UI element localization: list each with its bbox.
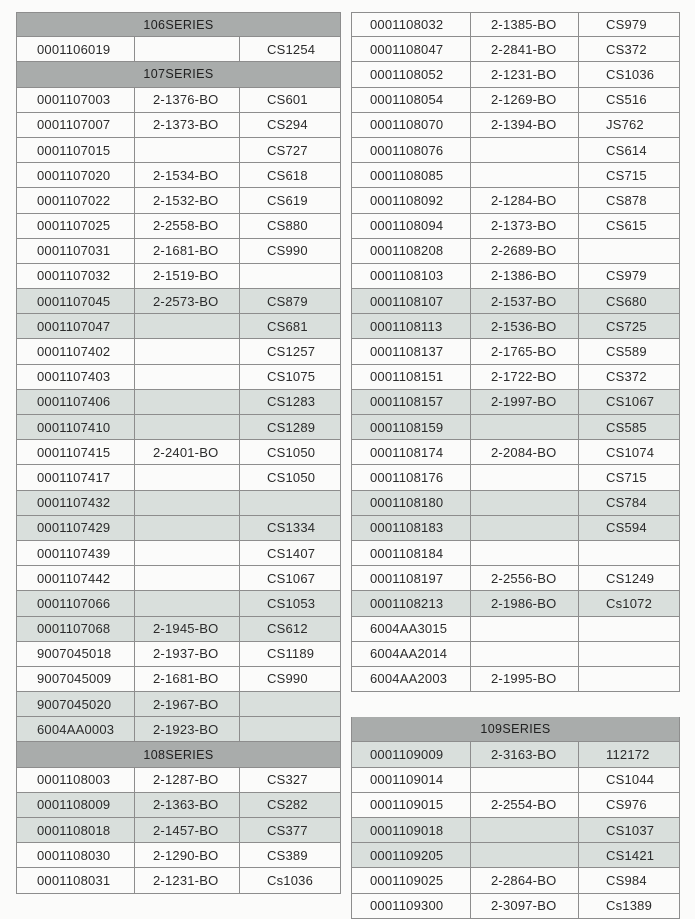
part-number-cell: 0001108180 <box>370 495 444 511</box>
reference-cell <box>470 843 578 867</box>
table-row <box>351 339 680 364</box>
table-row <box>351 415 680 440</box>
cs-code-cell: CS715 <box>578 465 679 489</box>
part-number-cell: 0001107025 <box>37 218 111 234</box>
part-number-cell: 0001108137 <box>370 344 444 360</box>
reference-cell <box>134 491 239 515</box>
reference-cell: 2-2556-BO <box>470 566 578 590</box>
part-number-cell: 0001107003 <box>37 92 111 108</box>
reference-cell <box>134 37 239 61</box>
cs-code-cell: CS585 <box>578 415 679 439</box>
reference-cell <box>134 516 239 540</box>
part-number-cell: 0001107410 <box>37 419 111 435</box>
cs-code-cell <box>578 642 679 666</box>
part-number-cell: 0001108003 <box>37 772 111 788</box>
cs-code-cell: CS1036 <box>578 62 679 86</box>
reference-cell <box>134 390 239 414</box>
cs-code-cell: CS1249 <box>578 566 679 590</box>
table-row <box>16 541 341 566</box>
cs-code-cell <box>239 491 340 515</box>
cs-code-cell: CS614 <box>578 138 679 162</box>
table-row <box>351 541 680 566</box>
reference-cell <box>470 642 578 666</box>
cs-code-cell: CS1421 <box>578 843 679 867</box>
cs-code-cell: CS389 <box>239 843 340 867</box>
table-row <box>16 667 341 692</box>
cs-code-cell: Cs1036 <box>239 868 340 892</box>
table-row <box>351 163 680 188</box>
table-row <box>351 491 680 516</box>
cs-code-cell <box>578 239 679 263</box>
cs-code-cell: CS516 <box>578 88 679 112</box>
reference-cell <box>470 138 578 162</box>
reference-cell <box>470 415 578 439</box>
series-header-label: 109SERIES <box>480 722 551 737</box>
table-row <box>16 717 341 742</box>
reference-cell: 2-1986-BO <box>470 591 578 615</box>
cs-code-cell: CS878 <box>578 188 679 212</box>
series-header <box>16 62 341 87</box>
part-number-cell: 0001108085 <box>370 167 444 183</box>
part-number-cell: 0001108047 <box>370 41 444 57</box>
part-number-cell: 0001108018 <box>37 822 111 838</box>
table-row <box>351 214 680 239</box>
reference-cell <box>470 818 578 842</box>
table-row <box>16 868 341 893</box>
table-row <box>351 793 680 818</box>
part-number-cell: 6004AA2014 <box>370 646 448 662</box>
cs-code-cell <box>239 692 340 716</box>
table-row <box>16 566 341 591</box>
part-number-cell: 0001108031 <box>37 872 111 888</box>
cs-code-cell: CS1289 <box>239 415 340 439</box>
part-number-cell: 0001107032 <box>37 268 111 284</box>
cs-code-cell: CS327 <box>239 768 340 792</box>
part-number-cell: 9007045009 <box>37 671 112 687</box>
cs-code-cell: CS1037 <box>578 818 679 842</box>
cs-code-cell: CS594 <box>578 516 679 540</box>
table-row <box>351 465 680 490</box>
reference-cell <box>134 314 239 338</box>
part-number-cell: 0001107007 <box>37 117 111 133</box>
reference-cell: 2-1287-BO <box>134 768 239 792</box>
cs-code-cell: JS762 <box>578 113 679 137</box>
cs-code-cell: CS1067 <box>578 390 679 414</box>
cs-code-cell: CS612 <box>239 617 340 641</box>
reference-cell: 2-1537-BO <box>470 289 578 313</box>
cs-code-cell: CS1053 <box>239 591 340 615</box>
reference-cell: 2-2689-BO <box>470 239 578 263</box>
reference-cell: 2-2841-BO <box>470 37 578 61</box>
reference-cell: 2-1376-BO <box>134 88 239 112</box>
part-number-cell: 0001108113 <box>370 318 443 334</box>
part-number-cell: 0001107020 <box>37 167 111 183</box>
part-number-cell: 0001107403 <box>37 369 111 385</box>
reference-cell: 2-1394-BO <box>470 113 578 137</box>
cs-code-cell: CS990 <box>239 239 340 263</box>
part-number-cell: 0001108107 <box>370 293 444 309</box>
reference-cell <box>134 415 239 439</box>
cs-code-cell: CS715 <box>578 163 679 187</box>
reference-cell <box>134 591 239 615</box>
reference-cell <box>134 365 239 389</box>
part-number-cell: 0001108159 <box>370 419 444 435</box>
reference-cell: 2-1231-BO <box>470 62 578 86</box>
table-row <box>16 138 341 163</box>
table-row <box>351 868 680 893</box>
reference-cell <box>470 465 578 489</box>
cs-code-cell: CS727 <box>239 138 340 162</box>
series-header <box>16 742 341 767</box>
part-number-cell: 0001108030 <box>37 847 111 863</box>
reference-cell <box>470 768 578 792</box>
part-number-cell: 0001107068 <box>37 621 111 637</box>
table-row <box>351 62 680 87</box>
reference-cell <box>134 465 239 489</box>
part-number-cell: 6004AA2003 <box>370 671 448 687</box>
table-row <box>16 339 341 364</box>
reference-cell: 2-1269-BO <box>470 88 578 112</box>
series-header-label: 108SERIES <box>143 747 214 762</box>
part-number-cell: 0001108151 <box>370 369 444 385</box>
part-number-cell: 0001109205 <box>370 847 444 863</box>
reference-cell: 2-2554-BO <box>470 793 578 817</box>
table-row <box>16 591 341 616</box>
part-number-cell: 0001107415 <box>37 444 111 460</box>
part-number-cell: 6004AA3015 <box>370 621 448 637</box>
table-row <box>16 843 341 868</box>
table-row <box>16 491 341 516</box>
cs-code-cell: CS979 <box>578 13 679 36</box>
part-number-cell: 0001107031 <box>37 243 111 259</box>
reference-cell: 2-1290-BO <box>134 843 239 867</box>
cs-code-cell: CS619 <box>239 188 340 212</box>
cs-code-cell: CS601 <box>239 88 340 112</box>
table-row <box>16 768 341 793</box>
cs-code-cell: CS377 <box>239 818 340 842</box>
table-row <box>351 591 680 616</box>
cs-code-cell: CS589 <box>578 339 679 363</box>
reference-cell: 2-1534-BO <box>134 163 239 187</box>
reference-cell: 2-1231-BO <box>134 868 239 892</box>
cs-code-cell <box>578 667 679 691</box>
cs-code-cell: CS282 <box>239 793 340 817</box>
table-row <box>351 264 680 289</box>
table-row <box>351 113 680 138</box>
part-number-cell: 0001107432 <box>37 495 111 511</box>
cs-code-cell <box>239 264 340 288</box>
reference-cell: 2-1967-BO <box>134 692 239 716</box>
reference-cell: 2-1536-BO <box>470 314 578 338</box>
part-number-cell: 0001108208 <box>370 243 444 259</box>
cs-code-cell: CS1044 <box>578 768 679 792</box>
cs-code-cell: CS1257 <box>239 339 340 363</box>
part-number-cell: 0001108032 <box>370 17 444 33</box>
table-row <box>16 692 341 717</box>
part-number-cell: 0001109300 <box>370 898 444 914</box>
table-row <box>16 239 341 264</box>
table-row <box>351 617 680 642</box>
table-row <box>351 440 680 465</box>
part-number-cell: 0001108076 <box>370 142 444 158</box>
series-header-label: 107SERIES <box>143 67 214 82</box>
cs-code-cell: CS880 <box>239 214 340 238</box>
part-number-cell: 0001108157 <box>370 394 444 410</box>
part-number-cell: 0001108009 <box>37 797 111 813</box>
part-number-cell: 0001107402 <box>37 344 111 360</box>
table-row <box>351 390 680 415</box>
reference-cell <box>470 163 578 187</box>
table-row <box>351 566 680 591</box>
part-number-cell: 0001108052 <box>370 66 444 82</box>
reference-cell: 2-2573-BO <box>134 289 239 313</box>
cs-code-cell: CS615 <box>578 214 679 238</box>
part-number-cell: 9007045018 <box>37 646 112 662</box>
cs-code-cell: CS1075 <box>239 365 340 389</box>
reference-cell: 2-1681-BO <box>134 667 239 691</box>
table-row <box>16 88 341 113</box>
reference-cell: 2-3163-BO <box>470 742 578 766</box>
part-number-cell: 0001108197 <box>370 570 444 586</box>
cs-code-cell: CS976 <box>578 793 679 817</box>
cs-code-cell: CS681 <box>239 314 340 338</box>
table-row <box>16 617 341 642</box>
table-row <box>16 415 341 440</box>
part-number-cell: 0001107022 <box>37 192 111 208</box>
cs-code-cell: CS879 <box>239 289 340 313</box>
cs-code-cell: CS1407 <box>239 541 340 565</box>
part-number-cell: 0001108092 <box>370 192 444 208</box>
part-number-cell: 0001109009 <box>370 747 444 763</box>
cs-code-cell: CS1074 <box>578 440 679 464</box>
cs-code-cell: CS618 <box>239 163 340 187</box>
table-row <box>16 465 341 490</box>
table-row <box>16 365 341 390</box>
cs-code-cell: CS1189 <box>239 642 340 666</box>
cs-code-cell: CS1254 <box>239 37 340 61</box>
reference-cell: 2-1995-BO <box>470 667 578 691</box>
reference-cell <box>134 138 239 162</box>
table-row <box>351 667 680 692</box>
reference-cell: 2-1923-BO <box>134 717 239 741</box>
cs-code-cell: CS680 <box>578 289 679 313</box>
spacer-row <box>351 692 680 717</box>
reference-cell <box>134 566 239 590</box>
reference-cell: 2-1722-BO <box>470 365 578 389</box>
cs-code-cell: Cs1072 <box>578 591 679 615</box>
part-number-cell: 0001109025 <box>370 872 444 888</box>
part-number-cell: 0001106019 <box>37 41 111 57</box>
table-row <box>351 314 680 339</box>
reference-cell: 2-1385-BO <box>470 13 578 36</box>
reference-cell: 2-1681-BO <box>134 239 239 263</box>
reference-cell: 2-1363-BO <box>134 793 239 817</box>
part-number-cell: 0001108054 <box>370 92 444 108</box>
part-number-cell: 0001108213 <box>370 595 444 611</box>
table-row <box>16 314 341 339</box>
table-row <box>351 88 680 113</box>
table-row <box>16 818 341 843</box>
reference-cell <box>470 516 578 540</box>
reference-cell: 2-1997-BO <box>470 390 578 414</box>
table-row <box>351 642 680 667</box>
reference-cell: 2-1284-BO <box>470 188 578 212</box>
part-number-cell: 0001108183 <box>370 520 444 536</box>
series-header <box>351 717 680 742</box>
left-parts-table <box>16 12 341 894</box>
reference-cell: 2-1457-BO <box>134 818 239 842</box>
cs-code-cell: Cs1389 <box>578 894 679 918</box>
cs-code-cell: CS1067 <box>239 566 340 590</box>
series-header-label: 106SERIES <box>143 17 214 32</box>
right-parts-table <box>351 12 680 919</box>
reference-cell: 2-1386-BO <box>470 264 578 288</box>
table-row <box>351 365 680 390</box>
table-row <box>16 390 341 415</box>
reference-cell: 2-1765-BO <box>470 339 578 363</box>
part-number-cell: 0001107047 <box>37 318 111 334</box>
part-number-cell: 0001108103 <box>370 268 444 284</box>
cs-code-cell: CS725 <box>578 314 679 338</box>
table-row <box>351 239 680 264</box>
reference-cell: 2-2864-BO <box>470 868 578 892</box>
cs-code-cell <box>239 717 340 741</box>
cs-code-cell: CS984 <box>578 868 679 892</box>
table-row <box>351 188 680 213</box>
cs-code-cell: CS1334 <box>239 516 340 540</box>
reference-cell: 2-1532-BO <box>134 188 239 212</box>
table-row <box>16 37 341 62</box>
table-row <box>16 264 341 289</box>
reference-cell: 2-1519-BO <box>134 264 239 288</box>
part-number-cell: 0001107406 <box>37 394 111 410</box>
reference-cell: 2-1937-BO <box>134 642 239 666</box>
table-row <box>16 289 341 314</box>
cs-code-cell: CS372 <box>578 37 679 61</box>
cs-code-cell: CS1283 <box>239 390 340 414</box>
part-number-cell: 0001107015 <box>37 142 111 158</box>
table-row <box>16 188 341 213</box>
reference-cell: 2-3097-BO <box>470 894 578 918</box>
table-row <box>351 516 680 541</box>
part-number-cell: 0001107429 <box>37 520 111 536</box>
part-number-cell: 0001107439 <box>37 545 111 561</box>
reference-cell <box>134 339 239 363</box>
table-row <box>16 642 341 667</box>
table-row <box>351 768 680 793</box>
reference-cell: 2-1945-BO <box>134 617 239 641</box>
reference-cell: 2-1373-BO <box>134 113 239 137</box>
cs-code-cell <box>578 541 679 565</box>
reference-cell <box>134 541 239 565</box>
table-row <box>16 113 341 138</box>
part-number-cell: 0001108070 <box>370 117 444 133</box>
part-number-cell: 9007045020 <box>37 696 112 712</box>
cs-code-cell: 112172 <box>578 742 679 766</box>
reference-cell: 2-2401-BO <box>134 440 239 464</box>
table-row <box>16 516 341 541</box>
reference-cell: 2-2084-BO <box>470 440 578 464</box>
part-number-cell: 0001107045 <box>37 293 111 309</box>
part-number-cell: 0001108176 <box>370 469 444 485</box>
table-row <box>16 163 341 188</box>
table-row <box>351 289 680 314</box>
table-row <box>16 214 341 239</box>
table-row <box>351 12 680 37</box>
part-number-cell: 0001107066 <box>37 595 111 611</box>
cs-code-cell: CS990 <box>239 667 340 691</box>
cs-code-cell: CS294 <box>239 113 340 137</box>
part-number-cell: 0001109014 <box>370 772 444 788</box>
table-row <box>351 818 680 843</box>
reference-cell <box>470 491 578 515</box>
table-row <box>351 843 680 868</box>
reference-cell <box>470 541 578 565</box>
cs-code-cell: CS979 <box>578 264 679 288</box>
table-row <box>16 793 341 818</box>
part-number-cell: 0001109018 <box>370 822 444 838</box>
table-row <box>351 138 680 163</box>
part-number-cell: 0001107417 <box>37 469 111 485</box>
reference-cell: 2-1373-BO <box>470 214 578 238</box>
part-number-cell: 0001108094 <box>370 218 444 234</box>
cs-code-cell: CS784 <box>578 491 679 515</box>
cs-code-cell <box>578 617 679 641</box>
part-number-cell: 0001107442 <box>37 570 111 586</box>
series-header <box>16 12 341 37</box>
reference-cell <box>470 617 578 641</box>
reference-cell: 2-2558-BO <box>134 214 239 238</box>
part-number-cell: 0001108174 <box>370 444 444 460</box>
cs-code-cell: CS372 <box>578 365 679 389</box>
table-row <box>351 37 680 62</box>
table-row <box>351 742 680 767</box>
table-row <box>16 440 341 465</box>
cs-code-cell: CS1050 <box>239 465 340 489</box>
cs-code-cell: CS1050 <box>239 440 340 464</box>
part-number-cell: 0001108184 <box>370 545 444 561</box>
part-number-cell: 6004AA0003 <box>37 721 115 737</box>
part-number-cell: 0001109015 <box>370 797 444 813</box>
